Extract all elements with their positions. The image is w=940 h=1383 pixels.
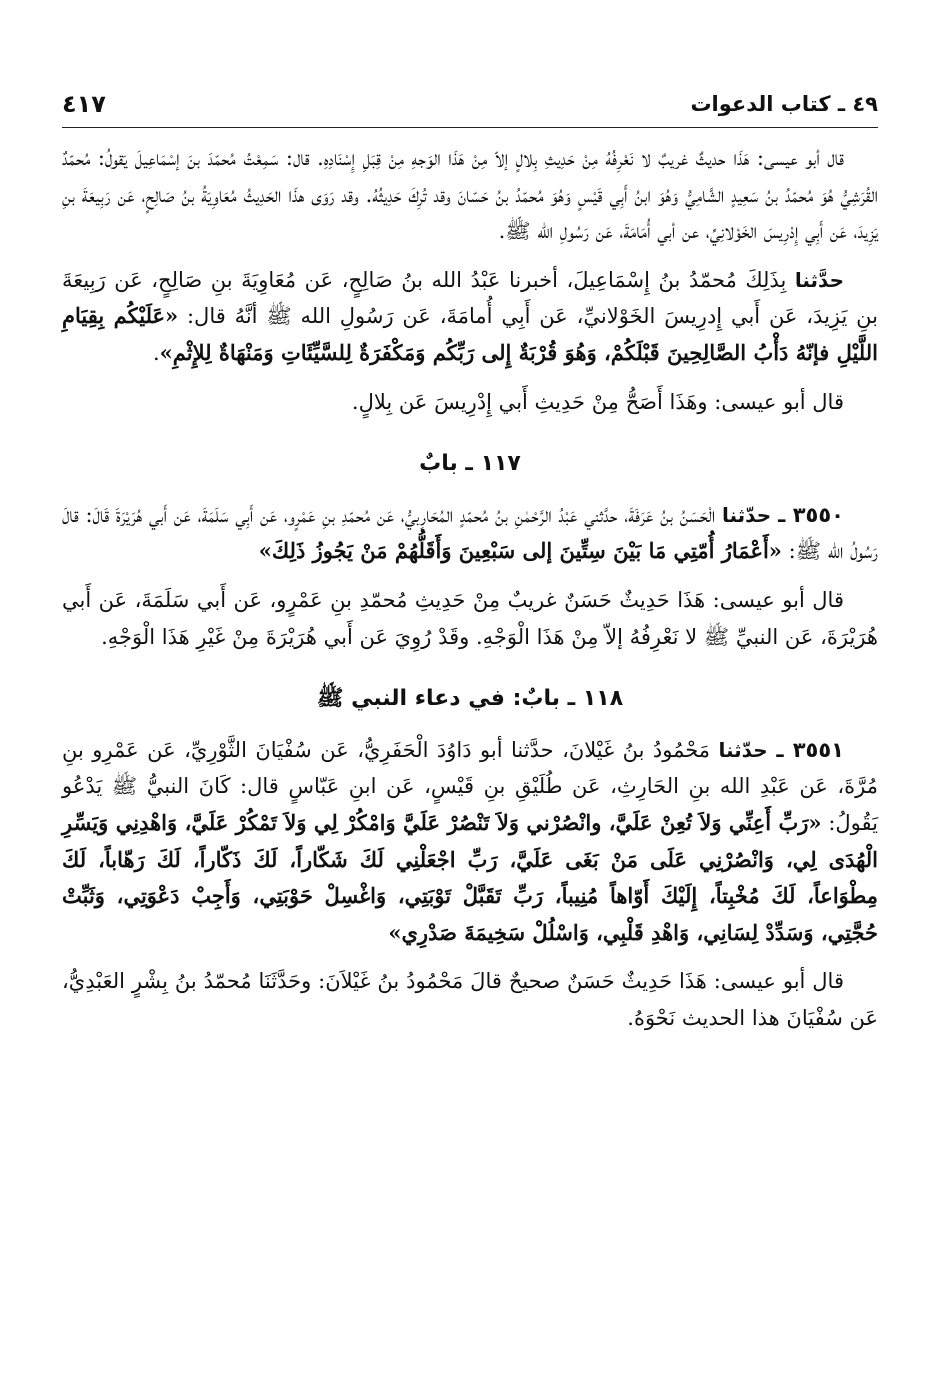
page-header [62,86,878,122]
paragraph-hadith-chain [62,262,878,372]
paragraph-commentary-4: قال أبو عيسى: هَذَا حَدِيثٌ حَسَنٌ صحيحٌ قالَ مَحْمُودُ بنُ غَيْلاَنَ: وحَدَّثَنَا مُحمّدُ بنُ بِشْرٍ العَبْدِيُّ، عَن سُفْيَانَ هذا الحديث نَحْوَهُ. [62,969,878,1030]
hadith-number: ٣٥٥١ ـ [776,737,844,762]
running-title: ٤٩ ـ كتاب الدعوات [690,92,878,116]
hadith-number: ٣٥٥٠ ـ [778,502,844,527]
hadith-lead: حدّثنا [718,737,777,762]
chapter-heading-118: ١١٨ ـ بابٌ: في دعاء النبي ﷺ [316,686,624,712]
hadith-lead: حدَّثنا [794,267,844,292]
hadith-text: «عَلَيْكُم بِقِيَامِ اللَّيْلِ فإنّهُ دَأْبُ الصَّالِحِينَ قَبْلَكُمْ، وَهُوَ قُرْبَةٌ إِلى رَبِّكُم وَمَكْفَرَةٌ لِلسَّيِّئَاتِ وَمَنْهَاةٌ لِلإِثْمِ» [62,303,878,365]
paragraph-hadith-3550 [62,497,878,570]
paragraph-commentary-2: قال أبو عيسى: وهَذَا أَصَحُّ مِنْ حَدِيثِ أَبي إِدْرِيسَ عَن بِلالٍ. [351,389,844,414]
header-rule [62,127,878,128]
paragraph-commentary-3: قال أبو عيسى: هَذَا حَدِيثٌ حَسَنٌ غريبٌ مِنْ حَدِيثِ مُحمّدِ بنِ عَمْرٍو، عَن أَبي سَلَمَةَ، عَن أَبي هُرَيْرَةَ، عَن النبيِّ ﷺ لا نَعْرِفُهُ إلاّ مِنْ هَذَا الْوَجْهِ. وقَدْ رُوِيَ عَن أَبي هُرَيْرَةَ مِنْ غَيْرِ هَذَا الْوَجْهِ. [62,587,878,649]
paragraph-hadith-3551 [62,732,878,952]
page-number: ٤١٧ [62,90,106,118]
hadith-lead: حدّثنا [721,502,779,527]
page-body [62,140,878,1048]
hadith-chain-text: بِذَلِكَ مُحمّدُ بنُ إِسْمَاعِيلَ، أخبرنا عَبْدُ الله بنُ صَالِحٍ، عَن مُعَاوِيَةَ بنِ صَالِحٍ، عَن رَبِيعَةَ بنِ يَزِيدَ، عَن أَبي إِدرِيسَ الخَوْلانيِّ، عَن أَبِي أُمامَةَ، عَن رَسُولِ الله ﷺ أنَّهُ قال: [62,267,878,329]
paragraph-commentary-1: قال أبو عيسى: هَذَا حديثٌ غريبٌ لا نَعْرِفُهُ مِنْ حَدِيثِ بِلالٍ إلاّ مِنْ هَذَا الوَجهِ مِنْ قِبَلِ إِسْنَادِهِ. قال: سَمِعْتُ مُحمّدَ بنَ إسْمَاعِيلَ يَقولُ: مُحمّدٌ القُرَشِيُّ هُوَ مُحمّدُ بنُ سَعِيدٍ الشَّامِيُّ وَهُوَ ابنُ أَبِي قَيْسٍ وَهُوَ مُحمّدُ بنُ حَسّانَ وقد تُرِكَ حَدِيثُهُ. وقد رَوَى هذَا الحَدِيثُ مُعَاوِيَةُ بنُ صَالِحٍ، عَن رَبِيعَةَ بنِ يَزِيدَ، عَن أَبِي إِدْرِيسَ الخَوْلانِيِّ، عن أبي أُمَامَةَ، عَن رَسُولِ الله ﷺ. [62,146,878,244]
hadith-text: «أَعْمَارُ أُمّتِي مَا بَيْنَ سِتِّينَ إلى سَبْعِينَ وَأَقَلُّهُمْ مَنْ يَجُوزُ ذَلِكَ» [258,538,782,564]
hadith-text: «رَبِّ أَعِنِّي وَلاَ تُعِنْ عَلَيَّ، وانْصُرْني وَلاَ تَنْصُرْ عَلَيَّ وَامْكُرْ لِي وَلاَ تَمْكُرْ عَلَيَّ، وَاهْدِنِي وَيَسِّرِ الْهُدَى لِي، وَانْصُرْنِي عَلَى مَنْ بَغَى عَلَيَّ، رَبِّ اجْعَلْنِي لَكَ شَكّاراً، لَكَ ذَكّاراً، لَكَ رَهّاباً، لَكَ مِطْوَاعاً، لَكَ مُخْبِتاً، إِلَيْكَ أَوّاهاً مُنِيباً، رَبِّ تَقَبَّلْ تَوْبَتِي، وَاغْسِلْ حَوْبَتِي، وَأَجِبْ دَعْوَتِي، وَثَبِّتْ حُجَّتِي، وَسَدِّدْ لِسَانِي، وَاهْدِ قَلْبِي، وَاسْلُلْ سَخِيمَةَ صَدْرِي» [62,809,878,945]
chapter-heading-117: ١١٧ ـ بابٌ [419,451,521,477]
hadith-chain-text: مَحْمُودُ بنُ غَيْلانَ، حدَّثنا أبو دَاوُدَ الْحَفَرِيُّ، عَن سُفْيَانَ الثَّوْرِيِّ، عَن عَمْرِو بنِ مُرَّةَ، عَن عَبْدِ الله بنِ الحَارِثِ، عَن طُلَيْقِ بنِ قَيْسٍ، عَن ابنِ عَبّاسٍ قال: كَانَ النبيُّ ﷺ يَدْعُو يَقُولُ: [62,737,878,835]
hadith-tail: . [152,340,160,365]
hadith-chain-text: الْحَسَنُ بنُ عَرَفَةَ، حدَّثني عَبْدُ الرَّحْمٰنِ بنُ مُحمّدٍ المُحَارِبيُّ، عَن مُحمّدِ بنِ عَمْرٍو، عَن أَبِي سَلَمَةَ، عَن أَبي هُرَيْرَةَ قَالَ: قالَ رَسُولُ الله ﷺ: [62,502,878,564]
